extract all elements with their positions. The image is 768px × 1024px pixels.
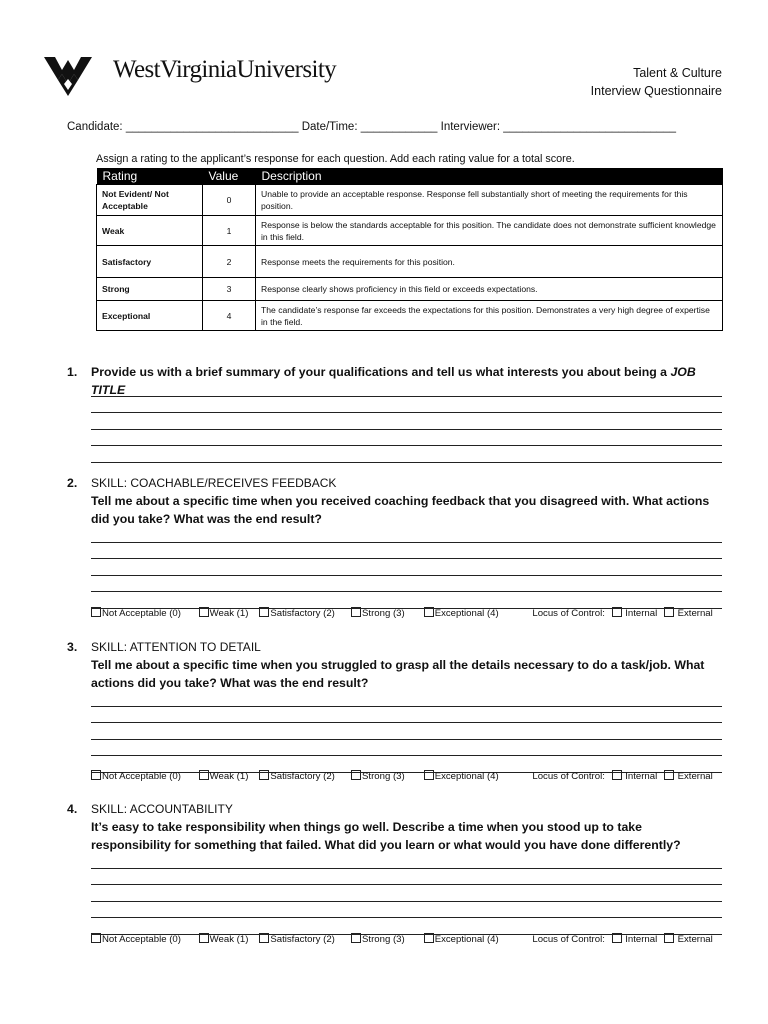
table-row [97, 278, 723, 301]
candidate-info-line[interactable]: Candidate: ___________________________ Date/Time: ____________ Interviewer: ___________________________ [67, 121, 676, 133]
rating-cell: Not Evident/ Not Acceptable [97, 185, 203, 216]
rating-cell: Weak [97, 216, 203, 246]
col-header-rating: Rating [97, 168, 203, 185]
skill-label: SKILL: ACCOUNTABILITY [91, 802, 233, 816]
checkbox-strong[interactable]: Strong (3) [351, 770, 421, 782]
checkbox-weak[interactable]: Weak (1) [199, 607, 257, 619]
question-number: 1. [67, 365, 78, 379]
wvu-logo-icon [44, 54, 92, 96]
rating-table-header [97, 168, 723, 185]
document-header [591, 64, 722, 100]
checkbox-exceptional[interactable]: Exceptional (4) [424, 607, 530, 619]
value-cell: 4 [203, 301, 256, 331]
rating-cell: Satisfactory [97, 246, 203, 278]
rating-cell: Strong [97, 278, 203, 301]
table-row [97, 246, 723, 278]
question-number: 4. [67, 802, 78, 816]
university-name: WestVirginiaUniversity [113, 56, 337, 83]
description-cell: The candidate’s response far exceeds the expectations for this position. Demonstrates a very high degree of expertise in the field. [256, 301, 723, 331]
rating-table [96, 168, 723, 331]
checkbox-satisfactory[interactable]: Satisfactory (2) [259, 607, 348, 619]
locus-label: Locus of Control: [532, 771, 605, 782]
table-row [97, 301, 723, 331]
checkbox-exceptional[interactable]: Exceptional (4) [424, 770, 530, 782]
question-text: Tell me about a specific time when you received coaching feedback that you disagreed with. What actions did you take? What was the end result? [91, 494, 710, 526]
checkbox-not-acceptable[interactable]: Not Acceptable (0) [91, 770, 196, 782]
checkbox-external[interactable]: External [664, 607, 713, 619]
checkbox-internal[interactable]: Internal [612, 933, 658, 945]
checkbox-not-acceptable[interactable]: Not Acceptable (0) [91, 607, 196, 619]
skill-label: SKILL: ATTENTION TO DETAIL [91, 640, 261, 654]
checkbox-external[interactable]: External [664, 770, 713, 782]
locus-label: Locus of Control: [532, 934, 605, 945]
question-text: Tell me about a specific time when you struggled to grasp all the details necessary to do a task/job. What actions did you take? What was the end result? [91, 658, 705, 690]
question-3 [67, 638, 725, 692]
checkbox-strong[interactable]: Strong (3) [351, 607, 421, 619]
checkbox-weak[interactable]: Weak (1) [199, 933, 257, 945]
job-title-placeholder: JOB TITLE [91, 365, 696, 397]
rating-checkboxes [91, 607, 713, 619]
question-number: 3. [67, 640, 78, 654]
description-cell: Response clearly shows proficiency in this field or exceeds expectations. [256, 278, 723, 301]
department-name: Talent & Culture [633, 66, 722, 80]
col-header-description: Description [256, 168, 723, 185]
description-cell: Response is below the standards acceptable for this position. The candidate does not demonstrate sufficient knowledge in this field. [256, 216, 723, 246]
checkbox-strong[interactable]: Strong (3) [351, 933, 421, 945]
checkbox-external[interactable]: External [664, 933, 713, 945]
col-header-value: Value [203, 168, 256, 185]
description-cell: Response meets the requirements for this position. [256, 246, 723, 278]
checkbox-satisfactory[interactable]: Satisfactory (2) [259, 770, 348, 782]
skill-label: SKILL: COACHABLE/RECEIVES FEEDBACK [91, 476, 337, 490]
value-cell: 0 [203, 185, 256, 216]
answer-lines[interactable] [91, 526, 722, 609]
table-row [97, 185, 723, 216]
answer-lines[interactable] [91, 690, 722, 773]
answer-lines[interactable] [91, 852, 722, 935]
checkbox-internal[interactable]: Internal [612, 607, 658, 619]
rating-instructions: Assign a rating to the applicant’s response for each question. Add each rating value for a total score. [96, 153, 575, 165]
question-text: Provide us with a brief summary of your qualifications and tell us what interests you about being a [91, 365, 671, 379]
checkbox-satisfactory[interactable]: Satisfactory (2) [259, 933, 348, 945]
description-cell: Unable to provide an acceptable response. Response fell substantially short of meeting the requirements for this position. [256, 185, 723, 216]
question-text: It’s easy to take responsibility when things go well. Describe a time when you stood up to take responsibility for something that failed. What did you learn or what would you have done differently? [91, 820, 681, 852]
value-cell: 1 [203, 216, 256, 246]
rating-checkboxes [91, 770, 713, 782]
answer-lines[interactable] [91, 380, 722, 463]
document-title: Interview Questionnaire [590, 84, 722, 98]
rating-checkboxes [91, 933, 713, 945]
rating-cell: Exceptional [97, 301, 203, 331]
checkbox-internal[interactable]: Internal [612, 770, 658, 782]
value-cell: 3 [203, 278, 256, 301]
locus-label: Locus of Control: [532, 608, 605, 619]
checkbox-weak[interactable]: Weak (1) [199, 770, 257, 782]
table-row [97, 216, 723, 246]
question-number: 2. [67, 476, 78, 490]
value-cell: 2 [203, 246, 256, 278]
question-2 [67, 474, 725, 528]
checkbox-exceptional[interactable]: Exceptional (4) [424, 933, 530, 945]
checkbox-not-acceptable[interactable]: Not Acceptable (0) [91, 933, 196, 945]
question-4 [67, 800, 725, 854]
